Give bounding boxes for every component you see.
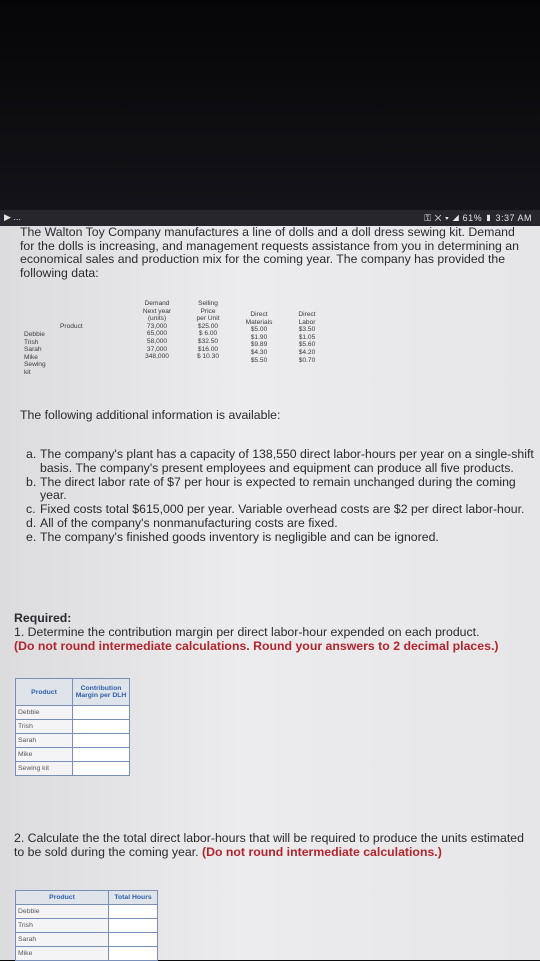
cm-input[interactable] <box>73 734 130 748</box>
cm-header-product: Product <box>16 679 73 706</box>
labor-value: $4.20 <box>298 348 316 356</box>
labor-value: $0.70 <box>298 356 316 364</box>
price-header: Price <box>200 307 216 315</box>
cm-input[interactable] <box>73 762 130 776</box>
product-name: Debbie <box>24 331 45 338</box>
hours-row-label: Trish <box>16 919 109 933</box>
item-label: a. <box>26 447 37 461</box>
item-text: All of the company's nonmanufacturing costs are fixed. <box>40 515 338 530</box>
price-value: $ 6.00 <box>198 330 218 338</box>
hours-row-label: Debbie <box>16 905 109 919</box>
labor-value: $5.60 <box>298 341 316 349</box>
header-product: Product <box>60 323 83 330</box>
materials-header: Direct <box>250 311 268 318</box>
required-section <box>14 612 529 653</box>
hours-input[interactable] <box>109 933 158 947</box>
labor-value: $3.50 <box>298 326 316 334</box>
hours-header-total: Total Hours <box>109 891 158 905</box>
item-text: The company's finished goods inventory is negligible and can be ignored. <box>40 529 439 544</box>
price-value: $32.50 <box>197 337 219 345</box>
materials-value: $1.90 <box>250 333 268 341</box>
hours-input[interactable] <box>109 905 158 919</box>
labor-value: $1.05 <box>298 333 316 341</box>
hours-header-product: Product <box>16 891 109 905</box>
cm-row-label: Mike <box>16 748 73 762</box>
status-bar <box>0 210 540 226</box>
cm-row-label: Trish <box>16 720 73 734</box>
question-1-note: (Do not round intermediate calculations. Round your answers to 2 decimal places.) <box>14 638 499 653</box>
product-name: Sarah <box>24 346 42 354</box>
list-item <box>26 503 536 517</box>
materials-value: $4.30 <box>250 348 268 356</box>
additional-info-heading: The following additional information is available: <box>20 408 281 422</box>
hours-input[interactable] <box>109 919 158 933</box>
item-label: c. <box>26 502 36 517</box>
cm-input[interactable] <box>73 748 130 762</box>
cm-row-label: Sewing kit <box>16 762 73 776</box>
demand-value: 73,000 <box>146 322 168 330</box>
labor-header: Labor <box>298 318 316 326</box>
question-2 <box>14 832 534 860</box>
cm-row-label: Sarah <box>16 734 73 748</box>
list-item <box>26 517 536 531</box>
materials-value: $9.89 <box>250 341 268 349</box>
demand-value: 37,000 <box>146 345 168 353</box>
list-item <box>26 531 536 545</box>
cm-input[interactable] <box>73 706 130 720</box>
list-item <box>26 448 536 476</box>
product-name: Sewing kit <box>24 361 46 376</box>
demand-value: 58,000 <box>146 337 168 345</box>
materials-value: $5.50 <box>250 356 268 364</box>
price-column <box>186 300 230 361</box>
info-list <box>26 448 536 545</box>
item-label: d. <box>26 515 37 530</box>
camera-dark-area <box>0 0 540 210</box>
demand-value: 65,000 <box>146 330 168 338</box>
demand-value: 348,000 <box>145 353 169 361</box>
question-2-text: 2. Calculate the the total direct labor-hours that will be required to produce the units estimated to be sold during the coming year. <box>14 831 524 859</box>
item-label: e. <box>26 529 37 544</box>
price-value: $ 10.30 <box>197 353 219 361</box>
status-indicators: ⚿ ✕ ▾ ◢ 61% ▮ 3:37 AM <box>424 213 532 223</box>
question-1: 1. Determine the contribution margin per direct labor-hour expended on each product. <box>14 624 480 639</box>
price-header: per Unit <box>196 315 220 323</box>
play-store-icon: ▶ ... <box>4 212 21 222</box>
contribution-margin-table <box>15 678 130 776</box>
intro-paragraph: The Walton Toy Company manufactures a line of dolls and a doll dress sewing kit. Demand for the dolls is increasing, and management requests assistance from you in determining an economical sales and production mix for the coming year. The company has provided the following data: <box>20 225 519 280</box>
hours-row-label: Sarah <box>16 933 109 947</box>
product-names <box>24 331 46 377</box>
item-label: b. <box>26 474 37 489</box>
total-hours-table <box>15 890 158 961</box>
product-name: Trish <box>24 338 39 346</box>
demand-column <box>136 300 178 361</box>
item-text: The direct labor rate of $7 per hour is expected to remain unchanged during the coming year. <box>40 474 516 503</box>
product-name: Mike <box>24 353 38 361</box>
labor-header: Direct <box>298 311 316 318</box>
price-header: Selling <box>198 300 218 307</box>
cm-header-margin: Contribution Margin per DLH <box>73 679 130 706</box>
materials-column <box>234 311 284 364</box>
hours-input[interactable] <box>109 947 158 961</box>
cm-row-label: Debbie <box>16 706 73 720</box>
demand-header: Next year <box>142 307 172 315</box>
item-text: Fixed costs total $615,000 per year. Variable overhead costs are $2 per direct labor-hour. <box>40 502 525 517</box>
materials-value: $5.00 <box>250 326 268 334</box>
price-value: $25.00 <box>197 322 219 330</box>
demand-header: (units) <box>147 315 167 323</box>
item-text: The company's plant has a capacity of 138,550 direct labor-hours per year on a single-shift basis. The company's present employees and equipment can produce all five products. <box>40 447 534 475</box>
document-page <box>0 226 540 960</box>
required-heading: Required: <box>14 611 72 625</box>
cm-input[interactable] <box>73 720 130 734</box>
list-item <box>26 476 536 504</box>
demand-header: Demand <box>144 300 170 307</box>
question-2-note: (Do not round intermediate calculations.) <box>202 844 442 859</box>
materials-header: Materials <box>245 318 273 326</box>
labor-column <box>288 311 326 364</box>
hours-row-label: Mike <box>16 947 109 961</box>
price-value: $16.00 <box>197 345 219 353</box>
